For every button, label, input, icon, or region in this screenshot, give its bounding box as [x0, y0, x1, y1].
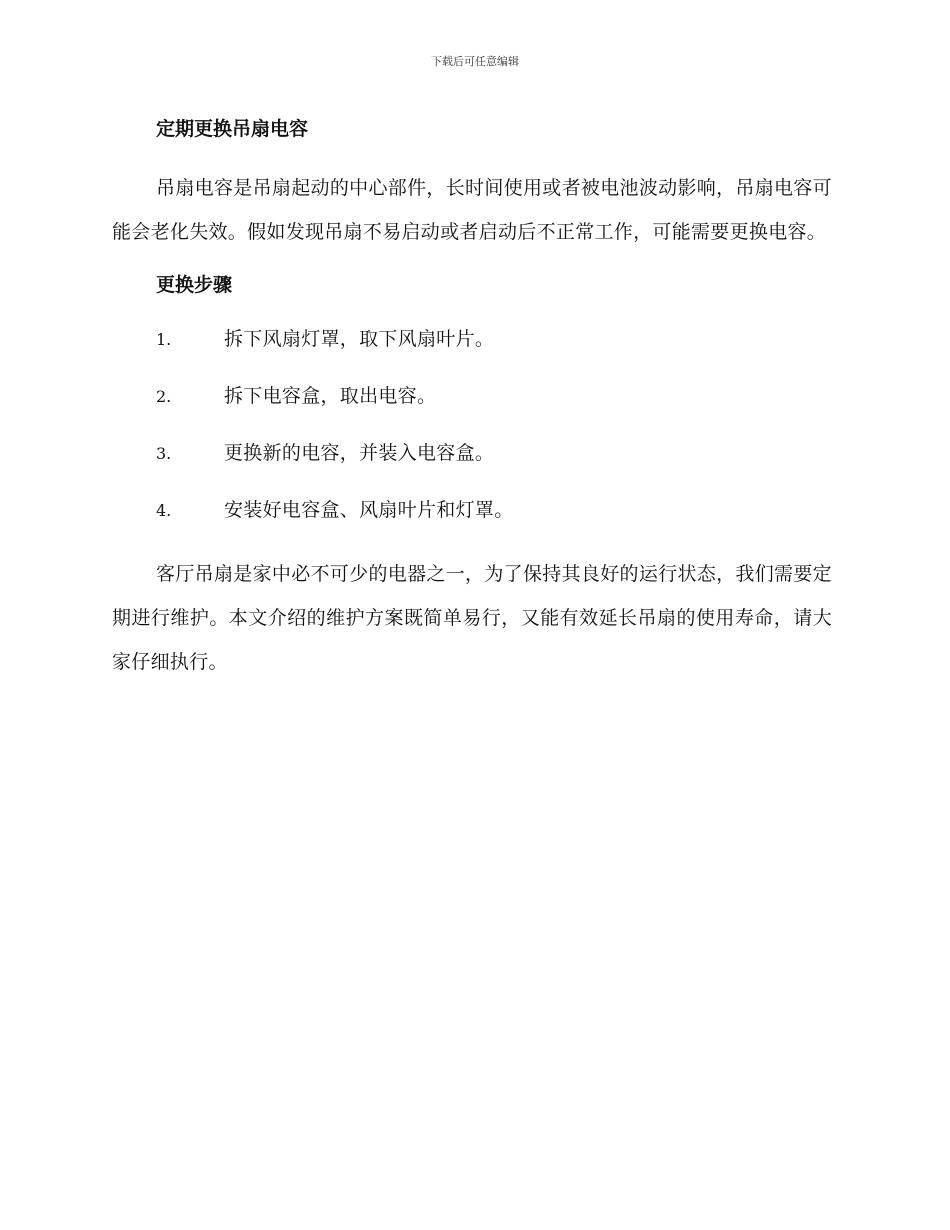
step-item	[112, 379, 832, 436]
step-number: 2.	[156, 387, 172, 406]
capacitor-paragraph: 吊扇电容是吊扇起动的中心部件，长时间使用或者被电池波动影响，吊扇电容可能会老化失效。假如发现吊扇不易启动或者启动后不正常工作，可能需要更换电容。	[112, 177, 832, 243]
closing-paragraph: 客厅吊扇是家中必不可少的电器之一，为了保持其良好的运行状态，我们需要定期进行维护。本文介绍的维护方案既简单易行，又能有效延长吊扇的使用寿命，请大家仔细执行。	[112, 563, 832, 673]
step-text: 安装好电容盒、风扇叶片和灯罩。	[224, 499, 514, 521]
step-text: 更换新的电容，并装入电容盒。	[224, 442, 495, 464]
step-text: 拆下电容盒，取出电容。	[224, 385, 437, 407]
step-item	[112, 493, 832, 550]
step-item	[112, 436, 832, 493]
step-number: 4.	[156, 501, 172, 520]
header-note: 下载后可任意编辑	[431, 55, 519, 68]
step-number: 3.	[156, 444, 172, 463]
section-heading-replace-capacitor: 定期更换吊扇电容	[156, 118, 309, 140]
step-item	[112, 322, 832, 379]
step-text: 拆下风扇灯罩，取下风扇叶片。	[224, 328, 495, 350]
section-heading-steps: 更换步骤	[156, 274, 233, 296]
step-number: 1.	[156, 330, 172, 349]
steps-list	[112, 322, 832, 550]
document-body	[112, 112, 832, 684]
